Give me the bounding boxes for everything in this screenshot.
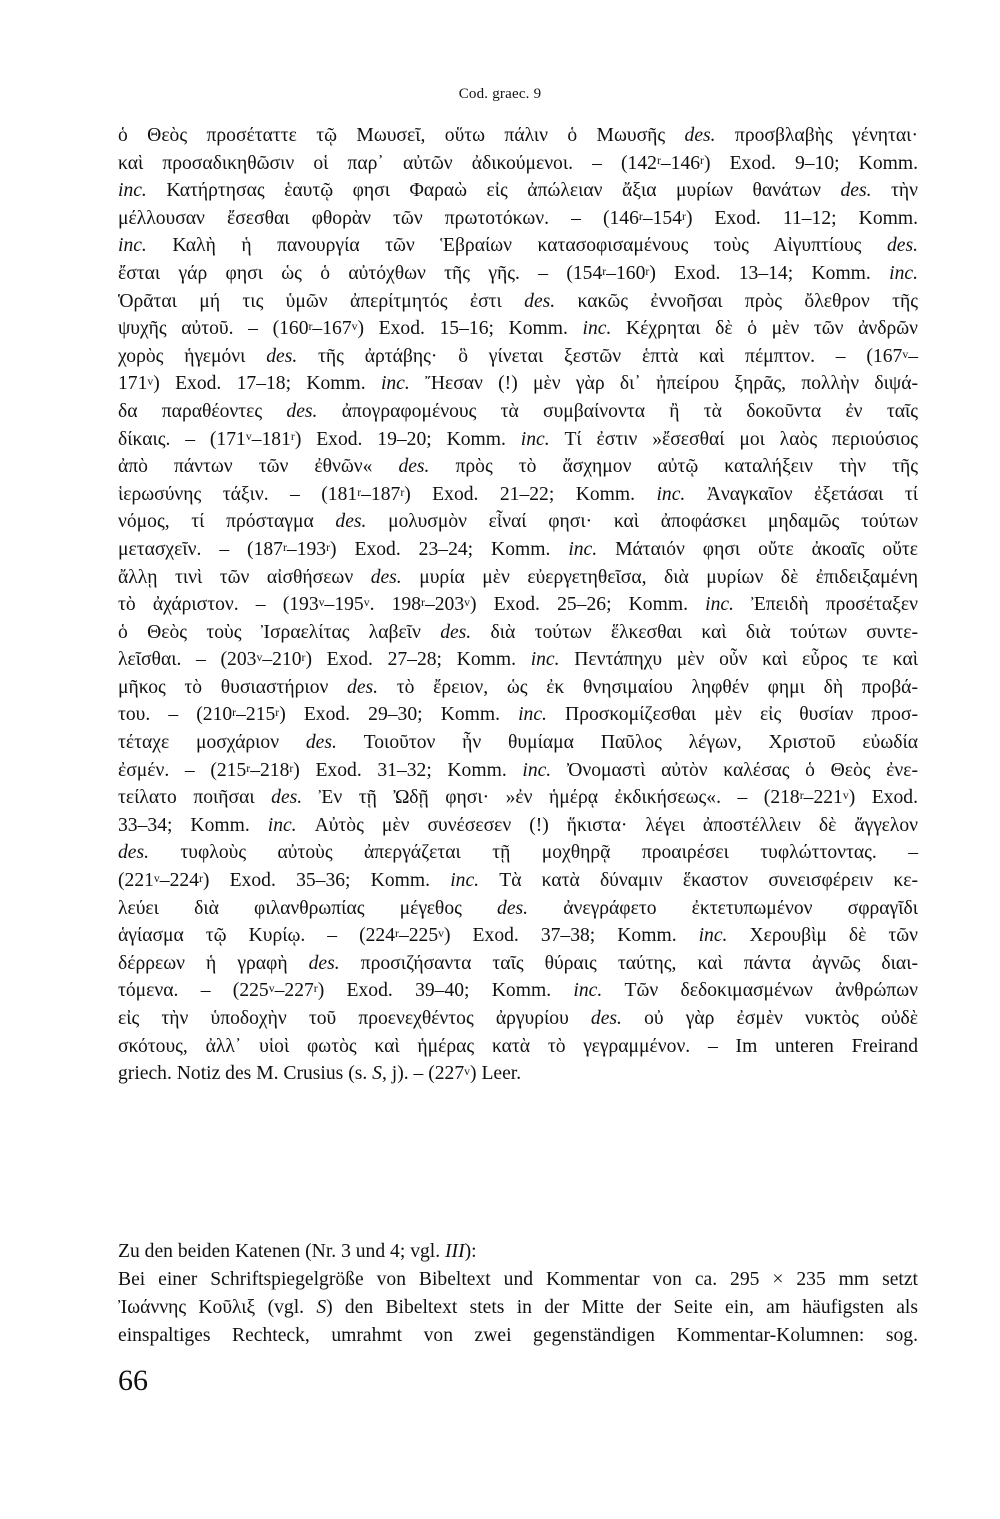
text-run: λεύει διὰ φιλανθρωπίας μέγεθος bbox=[118, 897, 498, 919]
abbrev: inc. bbox=[450, 870, 480, 892]
text-run: μῆκος τὸ θυσιαστήριον bbox=[118, 676, 348, 698]
text-run: griech. Notiz des M. Crusius (s. bbox=[118, 1063, 373, 1085]
section-katenen bbox=[118, 1238, 918, 1350]
text-run: μολυσμὸν εἶναί φησι· καὶ ἀποφάσκει μηδαμῶς τούτων bbox=[366, 511, 918, 533]
text-line bbox=[118, 232, 918, 260]
abbrev: inc. bbox=[380, 373, 410, 395]
folio-side: r bbox=[246, 761, 251, 775]
abbrev: inc. bbox=[656, 483, 686, 505]
text-line bbox=[118, 729, 918, 757]
text-run: Χερουβὶμ δὲ τῶν bbox=[727, 925, 918, 947]
text-run: χορὸς ἡγεμόνι bbox=[118, 345, 267, 367]
abbrev: des. bbox=[684, 125, 716, 146]
text-run: ): bbox=[464, 1241, 477, 1262]
text-run: . 198 bbox=[369, 594, 422, 616]
text-run: δίκαις. – (171 bbox=[118, 428, 246, 450]
text-run: μετασχεῖν. – (187 bbox=[118, 538, 283, 560]
text-run: ἐσμέν. – (215 bbox=[118, 759, 247, 781]
text-run: –187 bbox=[361, 483, 401, 505]
text-run: ἄλλῃ τινὶ τῶν αἰσθήσεων bbox=[118, 566, 371, 588]
text-run: τέταχε μοσχάριον bbox=[118, 732, 306, 754]
text-run: ἔσται γάρ φησι ὡς ὁ αὐτόχθων τῆς γῆς. – (154 bbox=[118, 262, 603, 284]
folio-side: r bbox=[232, 706, 237, 720]
text-run: Τὰ κατὰ δύναμιν ἕκαστον συνεισφέρειν κε- bbox=[479, 870, 918, 892]
text-run: Αὐτὸς μὲν συνέσεσεν (!) ἥκιστα· λέγει ἀποστέλλειν δὲ ἄγγελον bbox=[296, 814, 918, 836]
folio-side: r bbox=[395, 927, 399, 941]
abbrev: des. bbox=[886, 235, 918, 257]
folio-side: r bbox=[290, 430, 295, 444]
catalog-entry-text bbox=[118, 122, 918, 1088]
section-heading bbox=[118, 1238, 918, 1266]
text-run: (221 bbox=[118, 870, 154, 892]
abbrev: des. bbox=[590, 1008, 622, 1029]
text-run: ) Exod. 37–38; Komm. bbox=[444, 925, 699, 947]
text-run: ὁ Θεὸς προσέταττε τῷ Μωυσεῖ, οὕτω πάλιν ὁ Μωυσῆς bbox=[118, 125, 685, 146]
text-run: τῆς ἀρτάβης· ὃ γίνεται ξεστῶν ἑπτὰ καὶ πέμπτον. – (167 bbox=[297, 345, 903, 367]
text-run: –193 bbox=[286, 538, 327, 560]
text-run: Ἰωάννης Κοῦλιξ (vgl. bbox=[118, 1297, 317, 1318]
text-line bbox=[118, 950, 918, 978]
folio-side: r bbox=[682, 209, 686, 223]
abbrev: III bbox=[445, 1241, 465, 1262]
text-run: κακῶς ἐννοῆσαι πρὸς ὄλεθρον τῆς bbox=[555, 290, 919, 312]
text-line bbox=[118, 591, 918, 619]
text-line bbox=[118, 867, 918, 895]
abbrev: des. bbox=[840, 180, 872, 202]
text-run: τείλατο ποιῆσαι bbox=[118, 787, 272, 809]
text-line bbox=[118, 426, 918, 454]
abbrev: des. bbox=[271, 787, 303, 809]
text-run: τὸ ἔρειον, ὡς ἐκ θνησιμαίου ληφθέν φημι δὴ προβά- bbox=[378, 676, 918, 698]
folio-side: r bbox=[282, 540, 287, 554]
text-run: ) Exod. 9–10; Komm. bbox=[703, 152, 919, 174]
text-line bbox=[118, 260, 918, 288]
abbrev: inc. bbox=[118, 235, 147, 257]
folio-side: r bbox=[421, 595, 425, 609]
abbrev: inc. bbox=[518, 704, 547, 726]
abbrev: inc. bbox=[573, 980, 603, 1002]
abbrev: des. bbox=[524, 290, 556, 312]
text-run: σκότους, ἀλλ᾿ υἱοὶ φωτὸς καὶ ἡμέρας κατὰ τὸ γεγραμμένον. – Im unteren Freirand bbox=[118, 1035, 918, 1057]
abbrev: des. bbox=[305, 732, 337, 754]
text-line bbox=[118, 398, 918, 426]
folio-side: r bbox=[799, 789, 804, 803]
text-run: λεῖσθαι. – (203 bbox=[118, 649, 257, 671]
abbrev: des. bbox=[335, 511, 367, 533]
folio-side: v bbox=[464, 1065, 471, 1079]
text-run: νόμος, τί πρόσταγμα bbox=[118, 511, 336, 533]
text-run: ) Exod. 15–16; Komm. bbox=[357, 318, 583, 340]
folio-side: r bbox=[645, 264, 650, 278]
running-header: Cod. graec. 9 bbox=[458, 86, 542, 102]
text-run: Ὀνομαστὶ αὐτὸν καλέσας ὁ Θεὸς ἐνε- bbox=[551, 759, 918, 781]
text-run: Κατήρτησας ἑαυτῷ φησι Φαραὼ εἰς ἀπώλειαν ἄξια μυρίων θανάτων bbox=[146, 180, 841, 202]
text-run: Καλὴ ἡ πανουργία τῶν Ἑβραίων κατασοφισαμένους τοὺς Αἰγυπτίους bbox=[146, 235, 887, 257]
text-line bbox=[118, 1005, 918, 1033]
text-run: Προσκομίζεσθαι μὲν εἰς θυσίαν προσ- bbox=[546, 704, 918, 726]
text-run: του. – (210 bbox=[118, 704, 233, 726]
text-run: –215 bbox=[236, 704, 276, 726]
text-line bbox=[118, 839, 918, 867]
abbrev: inc. bbox=[705, 594, 734, 616]
text-run: Zu den beiden Katenen (Nr. 3 und 4; vgl. bbox=[118, 1241, 446, 1262]
folio-side: r bbox=[326, 540, 331, 554]
text-line bbox=[118, 646, 918, 674]
text-line bbox=[118, 453, 918, 481]
text-line bbox=[118, 177, 918, 205]
text-run: πρὸς τὸ ἄσχημον αὐτῷ καταλήξειν τὴν τῆς bbox=[429, 456, 918, 478]
text-run: τὴν bbox=[871, 180, 918, 202]
text-run: μέλλουσαν ἔσεσθαι φθορὰν τῶν πρωτοτόκων. – (146 bbox=[118, 207, 639, 229]
text-line bbox=[118, 508, 918, 536]
abbrev: S bbox=[316, 1297, 327, 1318]
text-run: ) Exod. 35–36; Komm. bbox=[202, 870, 451, 892]
text-line bbox=[118, 784, 918, 812]
text-line bbox=[118, 536, 918, 564]
text-line bbox=[118, 922, 918, 950]
text-run: ) Exod. 23–24; Komm. bbox=[330, 538, 569, 560]
folio-side: r bbox=[602, 264, 607, 278]
folio-side: v bbox=[902, 347, 909, 361]
text-run: Κέχρηται δὲ ὁ μὲν τῶν ἀνδρῶν bbox=[611, 318, 918, 340]
text-run: εἰς τὴν ὑποδοχὴν τοῦ προενεχθέντος ἀργυρίου bbox=[118, 1008, 591, 1029]
text-run: ) Exod. bbox=[848, 787, 918, 809]
text-run: καὶ προσαδικηθῶσιν οἱ παρ᾿ αὐτῶν ἀδικούμενοι. – (142 bbox=[118, 152, 657, 174]
abbrev: inc. bbox=[522, 759, 552, 781]
text-run: 171 bbox=[118, 373, 148, 395]
abbrev: inc. bbox=[582, 318, 612, 340]
text-run: ὁ Θεὸς τοὺς Ἰσραελίτας λαβεῖν bbox=[118, 621, 441, 643]
folio-side: v bbox=[363, 595, 370, 609]
text-run: –181 bbox=[251, 428, 291, 450]
text-run: –224 bbox=[159, 870, 199, 892]
text-run: 33–34; Komm. bbox=[118, 814, 268, 836]
abbrev: des. bbox=[370, 566, 402, 588]
abbrev: des. bbox=[440, 621, 472, 643]
folio-side: v bbox=[153, 871, 160, 885]
text-line bbox=[118, 205, 918, 233]
folio-side: v bbox=[245, 430, 252, 444]
text-line bbox=[118, 481, 918, 509]
text-line bbox=[118, 977, 918, 1005]
text-run: μυρία μὲν εὐεργετηθεῖσα, διὰ μυρίων δὲ ἐπιδειξαμένη bbox=[401, 566, 918, 588]
folio-side: r bbox=[198, 871, 203, 885]
folio-side: r bbox=[357, 485, 362, 499]
text-run: –227 bbox=[274, 980, 314, 1002]
text-line bbox=[118, 1033, 918, 1061]
abbrev: des. bbox=[347, 676, 379, 698]
text-run: Πεντάπηχυ μὲν οὖν καὶ εὖρος τε καὶ bbox=[559, 649, 918, 671]
text-run: –146 bbox=[660, 152, 701, 174]
text-run: τυφλοὺς αὐτοὺς ἀπεργάζεται τῇ μοχθηρᾷ προαιρέσει τυφλώττοντας. – bbox=[149, 842, 918, 864]
text-line bbox=[118, 895, 918, 923]
abbrev: inc. bbox=[267, 814, 297, 836]
text-run: –225 bbox=[398, 925, 439, 947]
folio-side: r bbox=[275, 706, 280, 720]
text-run: –210 bbox=[262, 649, 302, 671]
folio-side: v bbox=[256, 651, 263, 665]
abbrev: inc. bbox=[889, 262, 918, 284]
folio-side: r bbox=[656, 154, 661, 168]
text-run: Ἀναγκαῖον ἐξετάσαι τί bbox=[685, 483, 918, 505]
text-line bbox=[118, 701, 918, 729]
folio-side: v bbox=[351, 320, 358, 334]
folio-side: r bbox=[289, 761, 294, 775]
text-run: ) Exod. 27–28; Komm. bbox=[305, 649, 531, 671]
text-run: ἱερωσύνης τάξιν. – (181 bbox=[118, 483, 358, 505]
text-run: –203 bbox=[424, 594, 465, 616]
text-run: οὐ γὰρ ἐσμὲν νυκτὸς οὐδὲ bbox=[621, 1008, 918, 1029]
text-line bbox=[118, 674, 918, 702]
folio-side: v bbox=[147, 375, 154, 389]
text-run: ) Exod. 11–12; Komm. bbox=[685, 207, 918, 229]
abbrev: des. bbox=[118, 842, 150, 864]
text-line bbox=[118, 343, 918, 371]
text-run: ) Exod. 25–26; Komm. bbox=[470, 594, 706, 616]
abbrev: inc. bbox=[530, 649, 560, 671]
text-run: τὸ ἀχάριστον. – (193 bbox=[118, 594, 319, 616]
abbrev: des. bbox=[286, 400, 318, 422]
page-number: 66 bbox=[118, 1364, 148, 1397]
abbrev: des. bbox=[308, 952, 340, 974]
folio-side: r bbox=[400, 485, 405, 499]
abbrev: inc. bbox=[118, 180, 147, 202]
text-run: Ἤεσαν (!) μὲν γὰρ δι᾿ ἠπείρου ξηρᾶς, πολλὴν διψά- bbox=[409, 373, 918, 395]
text-run: δέρρεων ἡ γραφὴ bbox=[118, 952, 309, 974]
text-run: –160 bbox=[606, 262, 646, 284]
abbrev: S bbox=[372, 1063, 382, 1085]
abbrev: inc. bbox=[698, 925, 728, 947]
text-run: ) Exod. 29–30; Komm. bbox=[279, 704, 519, 726]
text-line bbox=[118, 619, 918, 647]
text-line bbox=[118, 122, 918, 150]
text-run: προσβλαβὴς γένηται· bbox=[715, 125, 918, 146]
abbrev: inc. bbox=[520, 428, 550, 450]
text-run: –221 bbox=[803, 787, 843, 809]
folio-side: v bbox=[842, 789, 849, 803]
abbrev: des. bbox=[398, 456, 430, 478]
text-run: ) den Bibeltext stets in der Mitte der Seite ein, am häufigsten als bbox=[326, 1297, 918, 1318]
text-run: –195 bbox=[324, 594, 364, 616]
text-run: δα παραθέοντες bbox=[118, 400, 287, 422]
text-run: τόμενα. – (225 bbox=[118, 980, 269, 1002]
section-line bbox=[118, 1294, 918, 1322]
text-run: ) Leer. bbox=[470, 1063, 522, 1085]
abbrev: inc. bbox=[568, 538, 598, 560]
text-run: Ἐπειδὴ προσέταξεν bbox=[733, 594, 918, 616]
folio-side: v bbox=[268, 982, 275, 996]
text-run: Τῶν δεδοκιμασμένων ἀνθρώπων bbox=[602, 980, 918, 1002]
folio-side: r bbox=[638, 209, 643, 223]
text-run: ψυχῆς αὐτοῦ. – (160 bbox=[118, 318, 309, 340]
text-line bbox=[118, 1060, 918, 1088]
text-run: , j). – (227 bbox=[381, 1063, 465, 1085]
text-run: ) Exod. 19–20; Komm. bbox=[294, 428, 521, 450]
text-run: Τοιοῦτον ἦν θυμίαμα Παῦλος λέγων, Χριστοῦ εὐωδία bbox=[336, 732, 918, 754]
text-run: διὰ τούτων ἕλκεσθαι καὶ διὰ τούτων συντε- bbox=[471, 621, 918, 643]
text-line bbox=[118, 564, 918, 592]
folio-side: v bbox=[438, 927, 445, 941]
folio-side: r bbox=[301, 651, 306, 665]
text-line bbox=[118, 150, 918, 178]
text-run: ) Exod. 13–14; Komm. bbox=[649, 262, 890, 284]
section-line: einspaltiges Rechteck, umrahmt von zwei gegenständigen Kommentar-Kolumnen: sog. bbox=[118, 1325, 918, 1346]
folio-side: v bbox=[464, 595, 471, 609]
abbrev: des. bbox=[266, 345, 298, 367]
text-run: προσιζήσαντα ταῖς θύραις ταύτης, καὶ πάντα ἀγνῶς διαι- bbox=[339, 952, 918, 974]
text-run: –167 bbox=[312, 318, 352, 340]
text-run: ) Exod. 17–18; Komm. bbox=[153, 373, 381, 395]
text-line bbox=[118, 370, 918, 398]
text-run: – bbox=[908, 345, 918, 367]
text-run: ) Exod. 39–40; Komm. bbox=[317, 980, 574, 1002]
text-run: ἀνεγράφετο ἐκτετυπωμένον σφραγῖδι bbox=[528, 897, 918, 919]
text-line bbox=[118, 757, 918, 785]
text-run: Τί ἐστιν »ἔσεσθαί μοι λαὸς περιούσιος bbox=[549, 428, 918, 450]
text-run: –154 bbox=[642, 207, 683, 229]
text-run: ἀπογραφομένους τὰ συμβαίνοντα ἢ τὰ δοκοῦντα ἐν ταῖς bbox=[317, 400, 918, 422]
text-line bbox=[118, 315, 918, 343]
text-run: ἀπὸ πάντων τῶν ἐθνῶν« bbox=[118, 456, 399, 478]
text-run: ) Exod. 31–32; Komm. bbox=[293, 759, 523, 781]
folio-side: r bbox=[313, 982, 318, 996]
text-run: Ὁρᾶται μή τις ὑμῶν ἀπερίτμητός ἐστι bbox=[118, 290, 525, 312]
text-run: Ἐν τῇ Ὠδῇ φησι· »ἐν ἡμέρᾳ ἐκδικήσεως«. – (218 bbox=[302, 787, 800, 809]
folio-side: v bbox=[318, 595, 325, 609]
section-line: Bei einer Schriftspiegelgröße von Bibeltext und Kommentar von ca. 295 × 235 mm setzt bbox=[118, 1269, 918, 1290]
text-run: ) Exod. 21–22; Komm. bbox=[404, 483, 657, 505]
folio-side: r bbox=[308, 320, 313, 334]
text-line bbox=[118, 812, 918, 840]
text-run: ἁγίασμα τῷ Κυρίῳ. – (224 bbox=[118, 925, 396, 947]
text-run: –218 bbox=[250, 759, 290, 781]
abbrev: des. bbox=[497, 897, 529, 919]
folio-side: r bbox=[700, 154, 704, 168]
text-run: Μάταιόν φησι οὔτε ἀκοαῖς οὔτε bbox=[597, 538, 918, 560]
text-line bbox=[118, 288, 918, 316]
